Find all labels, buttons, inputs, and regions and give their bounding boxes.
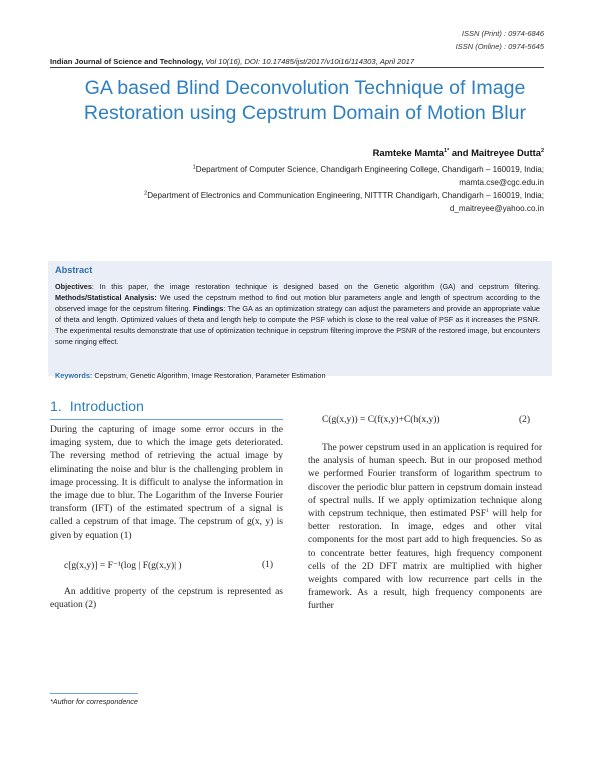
section-title: Introduction (69, 399, 144, 415)
abstract-findings-label: Findings (192, 304, 224, 314)
affiliation-2-marker: 2 (144, 190, 148, 197)
left-column (50, 424, 283, 543)
section-heading (50, 399, 144, 415)
equation-1-number: (1) (262, 560, 274, 570)
author-1: Ramteke Mamta (372, 147, 445, 158)
affiliation-1-text: Department of Computer Science, Chandigarh Engineering College, Chandigarh – 160019, India; (195, 165, 544, 174)
journal-date: April 2017 (379, 57, 415, 66)
affiliation-1-marker: 1 (192, 164, 196, 171)
journal-name: Indian Journal of Science and Technology, (50, 57, 204, 66)
issn-print: ISSN (Print) : 0974-6846 (461, 29, 544, 38)
section-number: 1. (50, 399, 62, 415)
equation-2-number: (2) (519, 415, 531, 425)
journal-citation (50, 57, 414, 66)
author-1-marker: 1* (444, 147, 450, 154)
equation-2: C(g(x,y)) = C(f(x,y)+C(h(x,y)) (322, 415, 440, 425)
abstract-heading: Abstract (55, 265, 93, 275)
keywords-label: Keywords: (55, 371, 93, 380)
abstract-objectives-text: : In this paper, the image restoration technique is designed based on the Genetic algorithm (GA) and cepstrum filtering. (91, 282, 540, 291)
right-paragraph (308, 442, 542, 614)
affiliation-1 (193, 165, 544, 174)
footnote-divider (50, 693, 138, 694)
title-line-2: Restoration using Cepstrum Domain of Motion Blur (83, 102, 527, 124)
abstract-objectives-label: Objectives (55, 282, 92, 291)
issn-online: ISSN (Online) : 0974-5645 (455, 42, 544, 51)
abstract-methods-text: We used the cepstrum method to find out motion blur parameters angle and length of spectrum according to the observed image for the cepstrum filtering. (55, 293, 541, 314)
abstract-findings-text: : The GA as an optimization strategy can adjust the parameters and provide an appropriate value of theta and length. Optimized values of theta and length help to compute the PSF which is close to the real value of PSF as it increases the PSNR. The experimental results demonstrate that use of optimization technique in cepstrum filtering improve the PSNR of the restored image, but encounters some ringing effect. (55, 304, 540, 347)
keywords-text: Cepstrum, Genetic Algorithm, Image Restoration, Parameter Estimation (92, 371, 326, 380)
paper-title (40, 76, 570, 126)
author-2-marker: 2 (540, 147, 544, 154)
right-paragraph-text: The power cepstrum used in an application is required for the analysis of human speech. But in our proposed method we performed Fourier transform of logarithm spectrum to discover the periodic blur pattern in cepstrum domain instead of spectral nulls. If we apply optimization technique along with cepstrum technique, then estimated PSF (308, 443, 542, 520)
intro-paragraph-1: During the capturing of image some error occurs in the imaging system, due to which the image gets deteriorated. The reversing method of retrieving the actual image by eliminating the noise and blur is the challenging problem in image processing. It is difficult to analyse the information in the image due to blur. The Logarithm of the Inverse Fourier transform (IFT) of the estimated spectrum of a signal is called a cepstrum of that image. The cepstrum of g(x, y) is given by equation (1) (50, 425, 283, 541)
citation-marker: 1 (486, 507, 489, 514)
title-line-1: GA based Blind Deconvolution Technique of Image (84, 77, 526, 99)
abstract-methods-label: Methods/Statistical Analysis: (55, 293, 157, 303)
author-list (373, 147, 544, 158)
keywords (55, 371, 326, 380)
journal-doi: DOI: 10.17485/ijst/2017/v10i16/114303, (244, 57, 378, 66)
affiliation-2-email: d_maitreyee@yahoo.co.in (449, 204, 544, 213)
right-column (308, 442, 542, 614)
author-conjunction: and (449, 147, 472, 158)
affiliation-2-text: Department of Electronics and Communication Engineering, NITTTR Chandigarh, Chandigarh – 160019, India; (147, 191, 544, 200)
footnote: *Author for correspondence (50, 697, 138, 706)
author-2: Maitreyee Dutta (471, 147, 541, 158)
header-divider (50, 67, 544, 68)
right-paragraph-rest: will help for better restoration. In image, edges and other vital components for the most part add to high frequencies. So as to concentrate better features, high frequency component cells of the 2D DFT matrix are multiplied with higher weights compared with low recurrence part cells in the framework. As a result, high frequency components are further (308, 509, 542, 612)
intro-paragraph-2-block (50, 586, 283, 612)
equation-1: c[g(x,y)] = F⁻¹(log | F(g(x,y)| ) (64, 561, 182, 571)
journal-volume: Vol 10(16), (205, 57, 243, 66)
affiliation-2 (144, 191, 544, 200)
affiliation-1-email: mamta.cse@cgc.edu.in (459, 178, 544, 187)
abstract-body (55, 281, 540, 348)
section-divider (50, 419, 283, 420)
intro-paragraph-2: An additive property of the cepstrum is represented as equation (2) (50, 587, 283, 611)
